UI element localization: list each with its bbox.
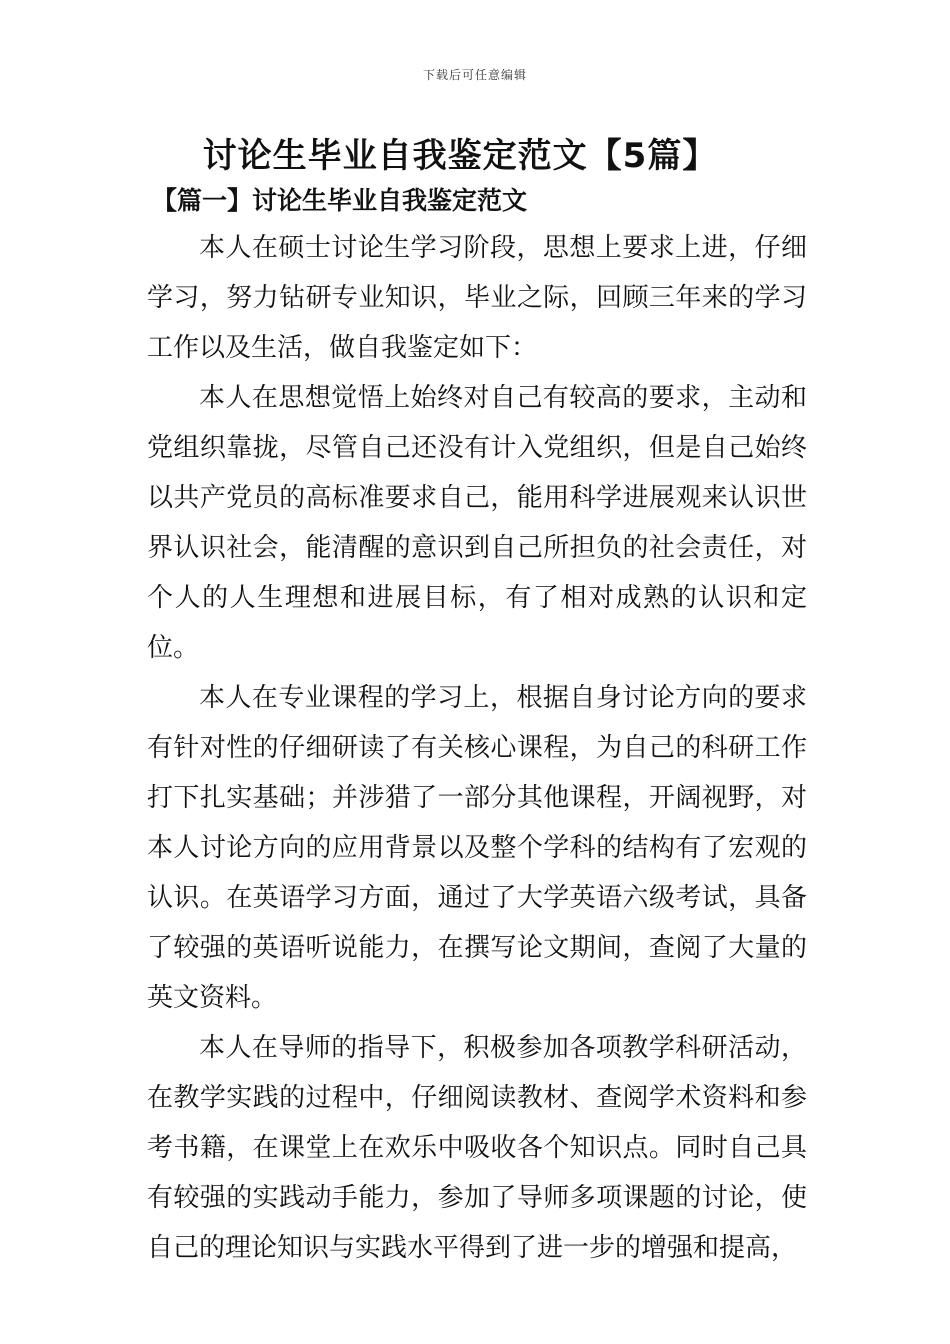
paragraph-3: 本人在专业课程的学习上，根据自身讨论方向的要求有针对性的仔细研读了有关核心课程，为自己的科研工作打下扎实基础；并涉猎了一部分其他课程，开阔视野，对本人讨论方向的应用背景以及整个学科的结构有了宏观的认识。在英语学习方面，通过了大学英语六级考试，具备了较强的英语听说能力，在撰写论文期间，查阅了大量的英文资料。 (147, 683, 807, 1013)
paragraph-1: 本人在硕士讨论生学习阶段，思想上要求上进，仔细学习，努力钻研专业知识，毕业之际，回顾三年来的学习工作以及生活，做自我鉴定如下： (147, 233, 807, 363)
document-body (147, 223, 807, 1273)
document-title: 讨论生毕业自我鉴定范文【5篇】 (202, 136, 718, 176)
header-note: 下载后可任意编辑 (422, 68, 527, 82)
paragraph-2: 本人在思想觉悟上始终对自己有较高的要求，主动和党组织靠拢，尽管自己还没有计入党组织，但是自己始终以共产党员的高标准要求自己，能用科学进展观来认识世界认识社会，能清醒的意识到自己所担负的社会责任，对个人的人生理想和进展目标，有了相对成熟的认识和定位。 (147, 383, 807, 663)
section-heading: 【篇一】讨论生毕业自我鉴定范文 (152, 186, 528, 215)
paragraph-4: 本人在导师的指导下，积极参加各项教学科研活动，在教学实践的过程中，仔细阅读教材、查阅学术资料和参考书籍，在课堂上在欢乐中吸收各个知识点。同时自己具有较强的实践动手能力，参加了导师多项课题的讨论，使自己的理论知识与实践水平得到了进一步的增强和提高， (147, 1033, 807, 1263)
